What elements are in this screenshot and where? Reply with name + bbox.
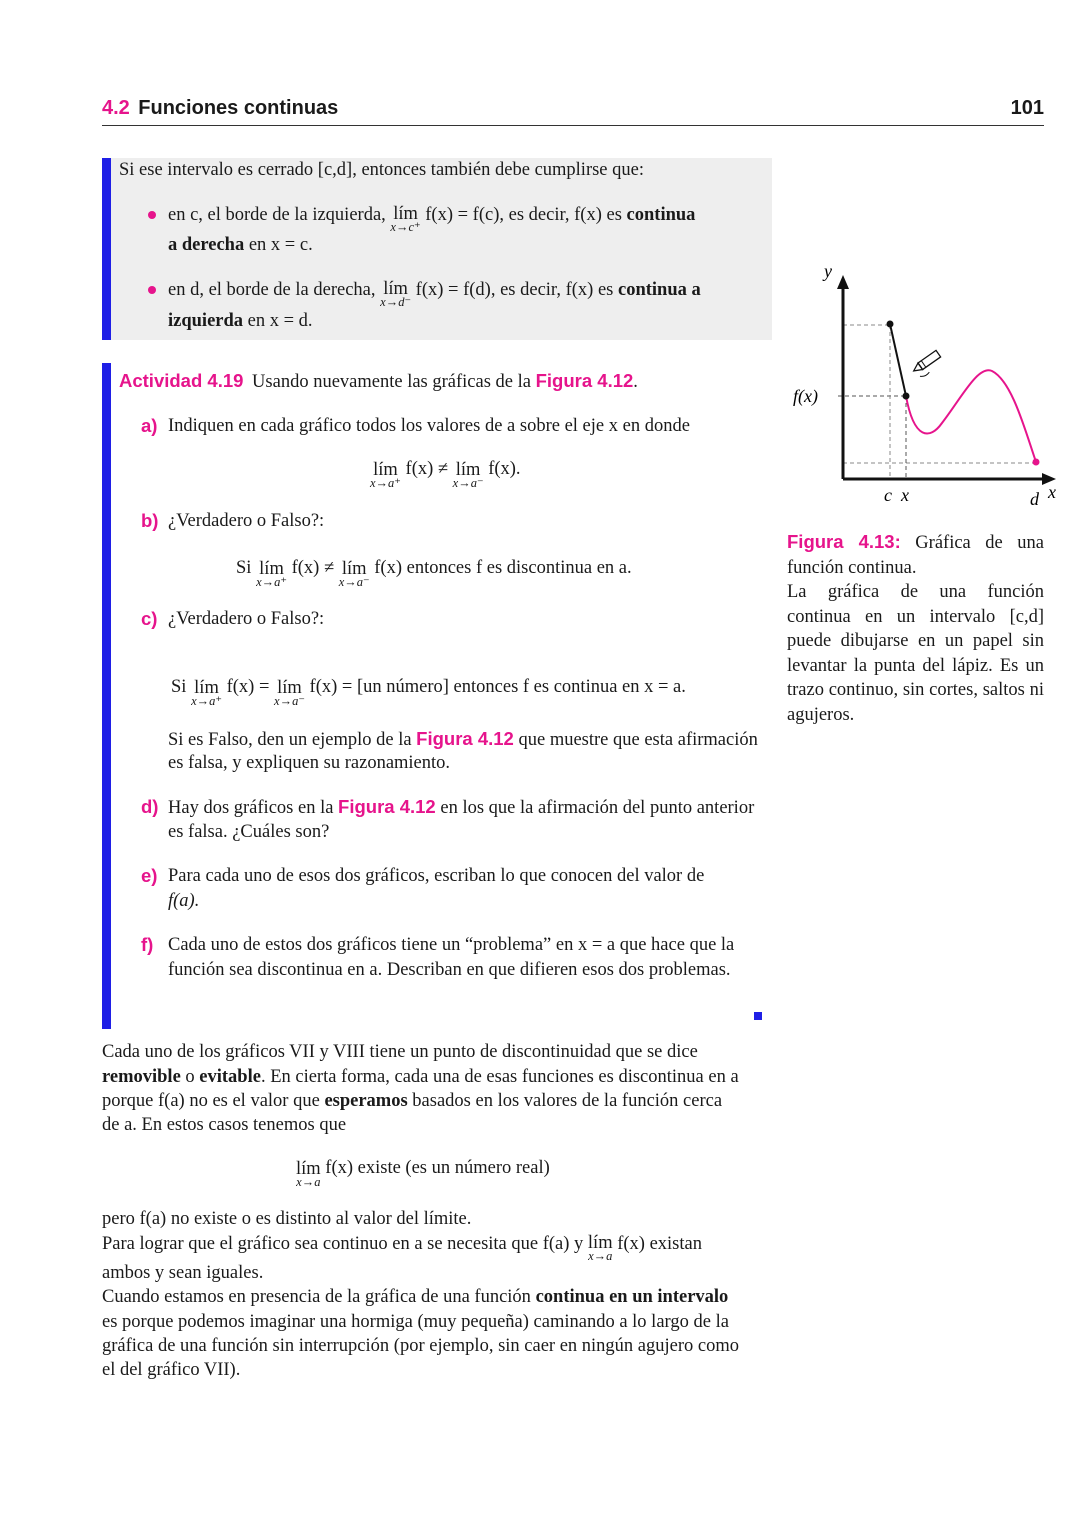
- item2-text: en d, el borde de la derecha,: [168, 280, 376, 300]
- curve-black: [890, 324, 906, 396]
- body-p3-line1: Para lograr que el gráfico sea continuo en a se necesita que f(a) y lím x→a f(x) existan: [102, 1233, 702, 1263]
- item-b-label: b): [141, 510, 159, 531]
- item-f-text: Cada uno de estos dos gráficos tiene un “problema” en x = a que hace que la: [168, 935, 735, 955]
- item-c-equation: Si lím x→a⁺ f(x) = lím x→a⁻ f(x) = [un número] entonces f es continua en x = a.: [171, 677, 686, 708]
- item2-bold2: izquierda: [168, 311, 244, 331]
- bullet: [148, 286, 156, 294]
- body-p4-line4: el del gráfico VII).: [102, 1360, 241, 1380]
- section-title: Funciones continuas: [138, 97, 339, 119]
- figure-ref-link[interactable]: Figura 4.12: [535, 370, 634, 391]
- end-of-activity-square: [754, 1012, 762, 1020]
- box-item2: [168, 278, 768, 308]
- figure-ref-link[interactable]: Figura 4.12: [416, 728, 514, 749]
- box-bar: [102, 158, 111, 340]
- body-p1-line2: removible o evitable. En cierta forma, cada una de esas funciones es discontinua en a: [102, 1067, 739, 1087]
- item-e-text-2: f(a).: [168, 891, 200, 911]
- section-number: 4.2: [102, 97, 130, 119]
- item-d-text-2: es falsa. ¿Cuáles son?: [168, 822, 330, 842]
- item-d-label: d): [141, 796, 159, 817]
- box-item1-line2: [168, 233, 313, 258]
- body-p1-line3: porque f(a) no es el valor que esperamos basados en los valores de la función cerca: [102, 1091, 723, 1111]
- item1-bold2: a derecha: [168, 235, 245, 255]
- activity-bar: [102, 363, 111, 1029]
- figure-caption: [787, 530, 1044, 727]
- item1-text-b: f(x) = f(c), es decir, f(x) es: [425, 205, 622, 225]
- page-number: 101: [1010, 97, 1044, 119]
- item-e-label: e): [141, 865, 158, 886]
- caption-text-b: La gráfica de una función continua en un intervalo [c,d] puede dibujarse en un papel sin levantar la punta del lápiz. Es un trazo continuo, sin cortes, saltos ni agujeros.: [787, 582, 1044, 725]
- body-p4-line3: gráfica de una función sin interrupción (por ejemplo, sin caer en ningún agujero como: [102, 1336, 740, 1356]
- curve-magenta: [906, 370, 1036, 462]
- item-f-text-2: función sea discontinua en a. Describan en que difieren esos dos problemas.: [168, 960, 731, 980]
- item-c-false-2: es falsa, y expliquen su razonamiento.: [168, 753, 451, 773]
- item-a-label: a): [141, 415, 158, 436]
- activity-intro-end: .: [633, 372, 638, 392]
- figure-ref-link[interactable]: Figura 4.12: [338, 796, 436, 817]
- body-p3-line2: ambos y sean iguales.: [102, 1263, 264, 1283]
- box-item1: [168, 203, 768, 233]
- activity-label: Actividad 4.19: [119, 370, 244, 391]
- caption-label: Figura 4.13:: [787, 531, 901, 552]
- box-item2-line2: [168, 309, 313, 334]
- lim-expr: lím x→c⁺: [390, 204, 421, 234]
- item-c-label: c): [141, 608, 158, 629]
- fx-label: f(x): [793, 386, 818, 406]
- item2-text-b: f(x) = f(d), es decir, f(x) es: [415, 280, 614, 300]
- body-equation: lím x→a f(x) existe (es un número real): [296, 1158, 550, 1189]
- pencil-icon: [911, 350, 944, 379]
- item2-bold: continua a: [617, 280, 701, 300]
- y-axis-arrow: [837, 275, 849, 289]
- caption-text-a: Gráfica de una función continua.: [787, 533, 1044, 578]
- x-point: [903, 393, 910, 400]
- start-point: [887, 321, 894, 328]
- c-tick-label: c: [884, 485, 892, 505]
- activity-intro: [119, 369, 638, 395]
- item1-line2: en x = c.: [248, 235, 313, 255]
- item2-line2: en x = d.: [247, 311, 313, 331]
- item-b-equation: Si lím x→a⁺ f(x) ≠ lím x→a⁻ f(x) entonces f es discontinua en a.: [236, 558, 632, 589]
- body-p2: pero f(a) no existe o es distinto al valor del límite.: [102, 1209, 472, 1229]
- item-a-equation: lím x→a⁺ f(x) ≠ lím x→a⁻ f(x).: [370, 459, 521, 490]
- lim-expr: lím x→d⁻: [380, 279, 412, 309]
- body-p1-line1: Cada uno de los gráficos VII y VIII tiene un punto de discontinuidad que se dice: [102, 1042, 698, 1062]
- body-p1-line4: de a. En estos casos tenemos que: [102, 1115, 347, 1135]
- body-p4-line2: es porque podemos imaginar una hormiga (muy pequeña) caminando a lo largo de la: [102, 1312, 729, 1332]
- x-tick-label: x: [901, 485, 909, 505]
- box-intro: Si ese intervalo es cerrado [c,d], entonces también debe cumplirse que:: [119, 160, 644, 180]
- d-tick-label: d: [1030, 489, 1039, 509]
- item-a-text: Indiquen en cada gráfico todos los valores de a sobre el eje x en donde: [168, 416, 690, 436]
- running-header: [102, 97, 1044, 126]
- continuous-function-figure: [780, 255, 1070, 520]
- item-c-false: Si es Falso, den un ejemplo de la Figura 4.12 que muestre que esta afirmación: [168, 728, 758, 750]
- x-axis-label: x: [1048, 482, 1056, 502]
- item1-bold: continua: [626, 205, 696, 225]
- item-c-text: ¿Verdadero o Falso?:: [168, 609, 325, 629]
- bullet: [148, 211, 156, 219]
- item-f-label: f): [141, 934, 154, 955]
- item-d-text: Hay dos gráficos en la Figura 4.12 en los que la afirmación del punto anterior: [168, 796, 755, 818]
- item1-text: en c, el borde de la izquierda,: [168, 205, 386, 225]
- item-e-text: Para cada uno de esos dos gráficos, escriban lo que conocen del valor de: [168, 866, 705, 886]
- body-p4-line1: Cuando estamos en presencia de la gráfica de una función continua en un intervalo: [102, 1287, 729, 1307]
- end-point: [1033, 459, 1040, 466]
- item-b-text: ¿Verdadero o Falso?:: [168, 511, 325, 531]
- y-axis-label: y: [824, 261, 832, 281]
- activity-intro-text: Usando nuevamente las gráficas de la: [252, 372, 531, 392]
